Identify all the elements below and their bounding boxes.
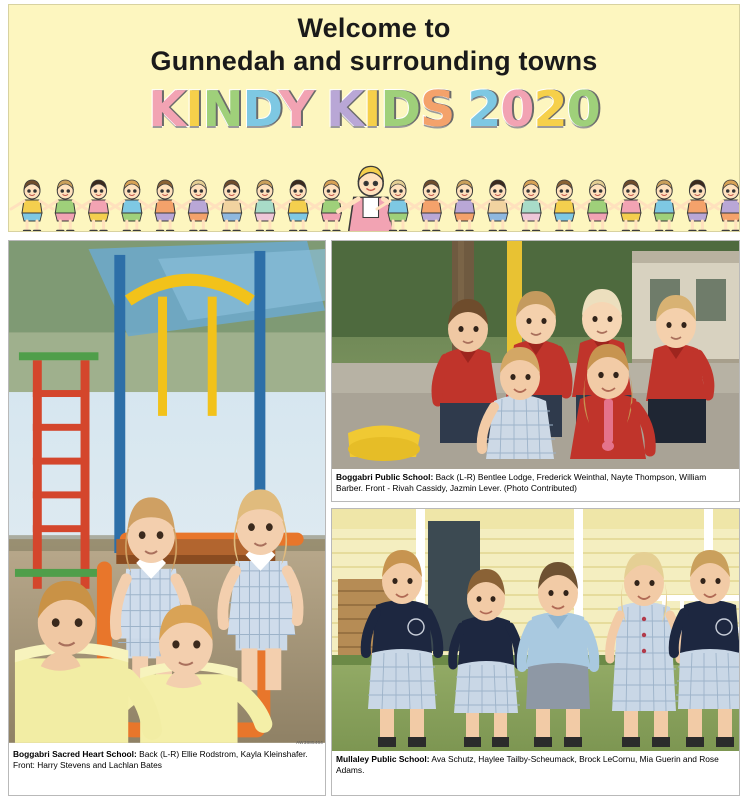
kindy-title-letter-2: N	[202, 81, 243, 138]
child-figure-20	[676, 180, 718, 231]
kindy-title-letter-13: 2	[533, 81, 567, 138]
welcome-line-1: Welcome to	[297, 13, 451, 43]
photo-mullaley-public	[332, 509, 739, 751]
child-figure-6	[211, 180, 253, 231]
child-figure-13	[444, 180, 486, 231]
photo-boggabri-public	[332, 241, 739, 469]
caption-school-name: Boggabri Public School:	[336, 472, 434, 482]
photo-block-boggabri-sacred-heart	[8, 240, 326, 796]
caption-boggabri-public	[332, 469, 739, 496]
caption-school-name: Mullaley Public School:	[336, 754, 430, 764]
kindy-title-letter-4: Y	[278, 81, 314, 138]
photo-block-mullaley-public	[331, 508, 740, 796]
child-figure-5	[177, 180, 219, 231]
child-figure-2	[78, 180, 120, 231]
child-figure-4	[144, 180, 186, 231]
masthead-banner	[8, 4, 740, 232]
photo-code-tag-left: AW3885464	[296, 740, 323, 745]
kindy-title-letter-3: D	[242, 81, 279, 138]
kindy-title-letter-14: 0	[566, 81, 600, 138]
caption-text: Back (L-R) Bentlee Lodge, Frederick Weinthal, Nayte Thompson, William Barber. Front - Rivah Cassidy, Jazmin Lever. (Photo Contributed)	[336, 472, 707, 493]
child-figure-19	[643, 180, 685, 231]
kindy-title-letter-9: S	[420, 81, 455, 138]
caption-text: Back (L-R) Ellie Rodstrom, Kayla Kleinshafer. Front: Harry Stevens and Lachlan Bates	[13, 749, 308, 770]
child-figure-15	[510, 180, 552, 231]
kindy-kids-2020-title	[9, 81, 739, 138]
child-figure-17	[577, 180, 619, 231]
child-figure-21	[710, 180, 740, 231]
caption-mullaley-public	[332, 751, 739, 778]
kindy-title-letter-12: 0	[500, 81, 534, 138]
child-figure-18	[610, 180, 652, 231]
child-figure-3	[111, 180, 153, 231]
child-figure-0	[11, 180, 53, 231]
kindy-title-letter-0: K	[148, 81, 186, 138]
kindy-title-letter-1: I	[185, 81, 203, 138]
child-figure-12	[410, 180, 452, 231]
child-figure-1	[44, 180, 86, 231]
child-figure-8	[277, 180, 319, 231]
kindy-title-letter-11: 2	[467, 81, 501, 138]
photo-boggabri-sacred-heart	[9, 241, 325, 746]
kindy-title-letter-8: D	[380, 81, 420, 138]
kindy-title-letter-6: K	[326, 81, 364, 138]
photo-block-boggabri-public	[331, 240, 740, 502]
kindy-title-letter-7: I	[363, 81, 381, 138]
child-figure-7	[244, 180, 286, 231]
caption-text: Ava Schutz, Haylee Tailby-Scheumack, Brock LeCornu, Mia Guerin and Rose Adams.	[336, 754, 719, 775]
child-figure-14	[477, 180, 519, 231]
caption-school-name: Boggabri Sacred Heart School:	[13, 749, 137, 759]
welcome-line-2: Gunnedah and surrounding towns	[150, 46, 598, 76]
caption-boggabri-sacred-heart	[9, 746, 325, 773]
children-holding-hands-illustration	[9, 153, 740, 231]
child-figure-16	[543, 180, 585, 231]
